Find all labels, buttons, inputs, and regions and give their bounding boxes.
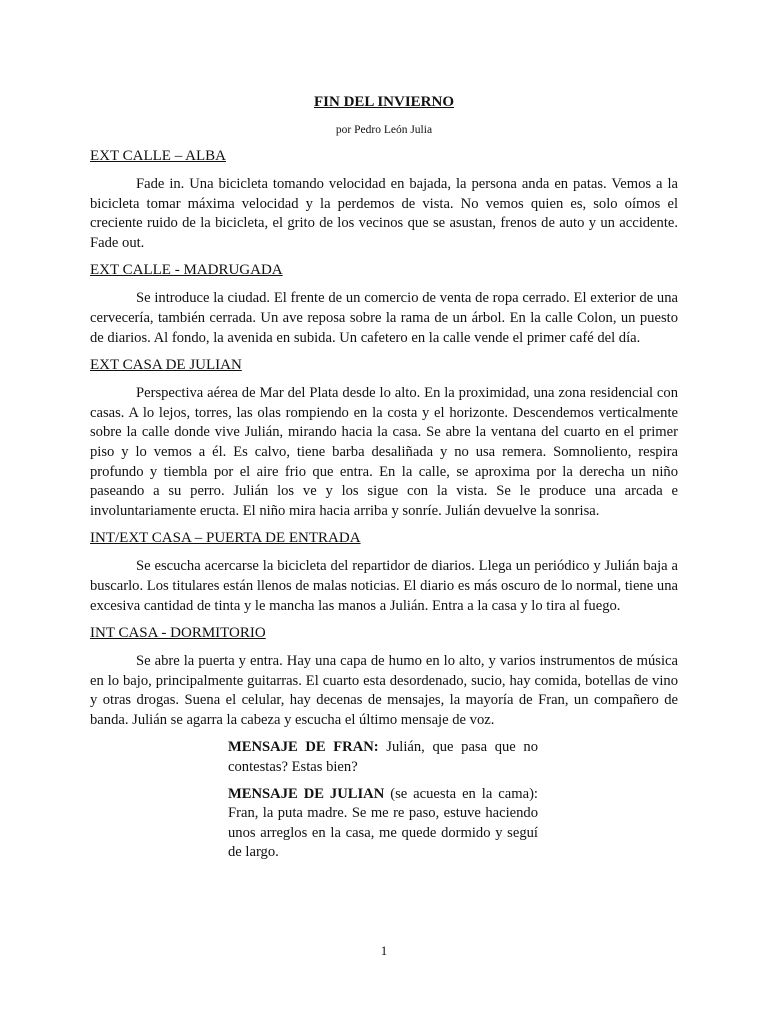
screenplay-body <box>90 147 678 870</box>
scene-ext-calle-alba <box>90 147 678 253</box>
dialogue-text: Julián, que pasa que no contestas? Estas bien? <box>228 739 538 776</box>
document-title: FIN DEL INVIERNO <box>313 94 455 110</box>
page-number: 1 <box>380 943 388 958</box>
scene-description: Se abre la puerta y entra. Hay una capa de humo en lo alto, y varios instrumentos de música en lo bajo, principalmente guitarras. El cuarto esta desordenado, sucio, hay comida, botellas de vino y otras drogas. Suena el celular, hay decenas de mensajes, la mayoría de Fran, un compañero de banda. Julián se agarra la cabeza y escucha el último mensaje de voz. <box>90 653 678 728</box>
dialogue-line-julian <box>228 785 538 863</box>
scene-heading: INT CASA - DORMITORIO <box>90 625 266 642</box>
scene-description: Perspectiva aérea de Mar del Plata desde lo alto. En la proximidad, una zona residencial con casas. A lo lejos, torres, las olas rompiendo en la costa y el horizonte. Descendemos verticalmente sobre la calle donde vive Julián, mirando hacia la casa. Se abre la ventana del cuarto en el primer piso y lo vemos a él. Es calvo, tiene barba desaliñada y no usa remera. Somnoliento, respira profundo y tiembla por el aire frio que entra. En la calle, se aproxima por la derecha un niño paseando a su perro. Julián los ve y los sigue con la vista. Se le produce una arcada e involuntariamente eructa. El niño mira hacia arriba y sonríe. Julián devuelve la sonrisa. <box>90 385 678 519</box>
document-author: por Pedro León Julia <box>335 124 433 136</box>
dialogue-speaker: MENSAJE DE FRAN: <box>228 739 379 756</box>
dialogue-speaker: MENSAJE DE JULIAN <box>228 785 385 802</box>
scene-ext-casa-de-julian <box>90 356 678 521</box>
scene-description: Se escucha acercarse la bicicleta del repartidor de diarios. Llega un periódico y Julián baja a buscarlo. Los titulares están llenos de malas noticias. El diario es más oscuro de lo normal, tiene una excesiva cantidad de tinta y le mancha las manos a Julián. Entra a la casa y lo tira al fuego. <box>90 558 678 614</box>
scene-heading: EXT CASA DE JULIAN <box>90 357 242 374</box>
scene-heading: EXT CALLE – ALBA <box>90 148 226 164</box>
scene-heading: INT/EXT CASA – PUERTA DE ENTRADA <box>90 530 361 547</box>
dialogue-text: (se acuesta en la cama): Fran, la puta madre. Se me re paso, estuve haciendo unos arreglos en la casa, me quede dormido y seguí de largo. <box>228 785 538 861</box>
scene-ext-calle-madrugada <box>90 261 678 348</box>
scene-description: Fade in. Una bicicleta tomando velocidad en bajada, la persona anda en patas. Vemos a la bicicleta tomar máxima velocidad y la perdemos de vista. No vemos quien es, solo oímos el creciente ruido de la bicicleta, el grito de los vecinos que se asustan, frenos de auto y un accidente. Fade out. <box>90 176 678 251</box>
scene-int-ext-puerta-de-entrada <box>90 529 678 616</box>
scene-heading: EXT CALLE - MADRUGADA <box>90 262 283 279</box>
dialogue-line-fran <box>228 738 538 777</box>
scene-description: Se introduce la ciudad. El frente de un comercio de venta de ropa cerrado. El exterior de una cervecería, también cerrada. Un ave reposa sobre la rama de un árbol. En la calle Colon, un puesto de diarios. Al fondo, la avenida en subida. Un cafetero en la calle vende el primer café del día. <box>90 290 678 346</box>
dialogue-block <box>228 738 538 863</box>
scene-int-casa-dormitorio <box>90 624 678 730</box>
